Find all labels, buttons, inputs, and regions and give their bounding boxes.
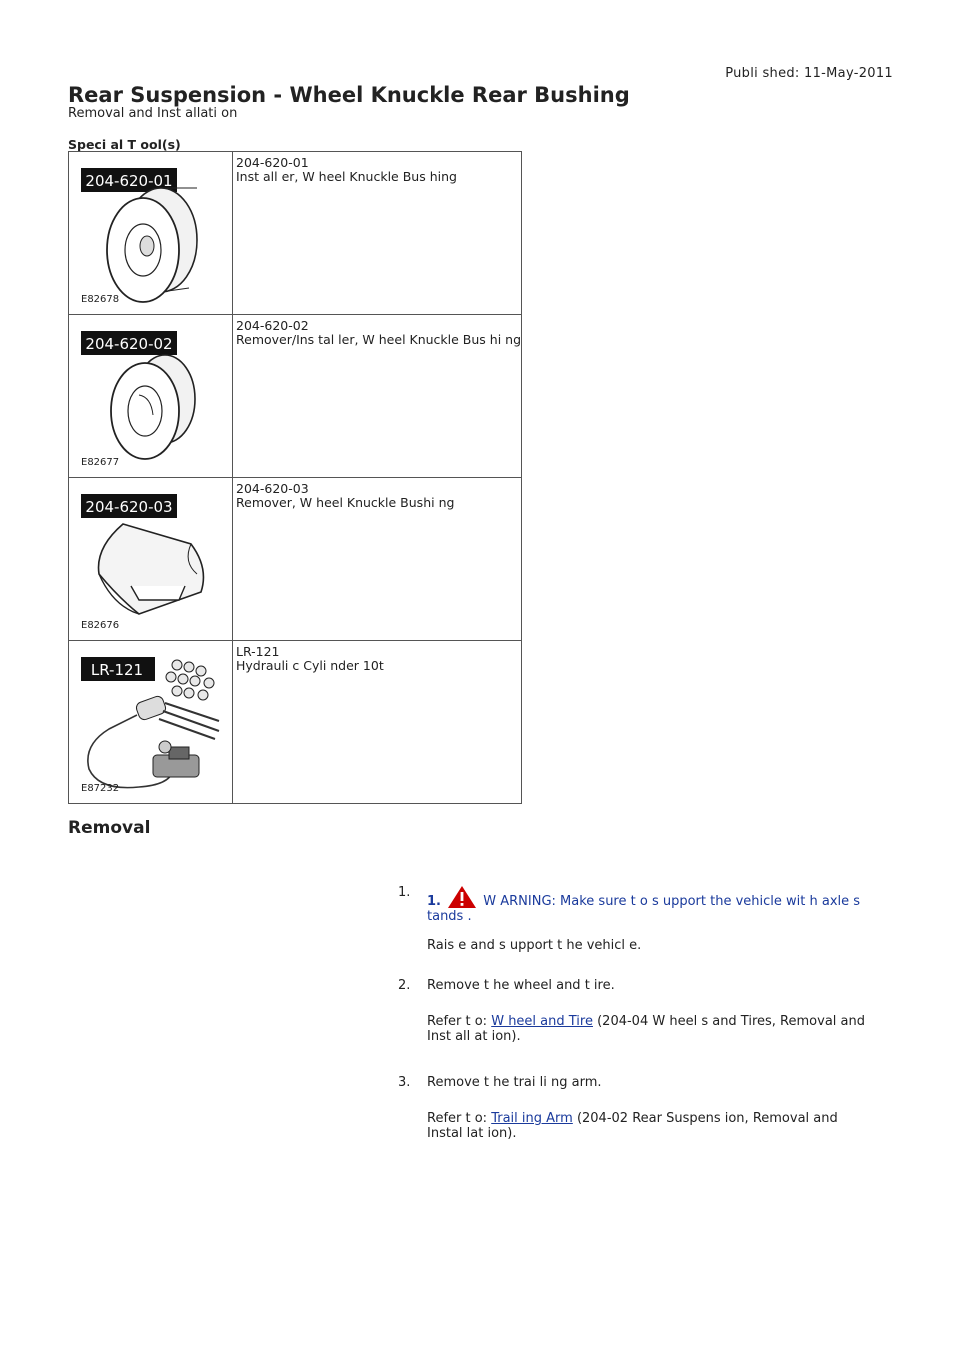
step-reference: [427, 1111, 867, 1141]
tool-name: Inst all er, W heel Knuckle Bus hing: [236, 169, 457, 184]
tool-row: [69, 152, 522, 315]
special-tools-heading: Speci al T ool(s): [68, 137, 181, 152]
tool-name: Remover, W heel Knuckle Bushi ng: [236, 495, 455, 510]
published-date: Publi shed: 11-May-2011: [725, 66, 893, 81]
tool-code: 204-620-03: [236, 481, 309, 496]
tool-description-cell: [233, 315, 522, 478]
tool-badge: LR-121: [90, 661, 144, 679]
remover-tool-illustration: [79, 488, 224, 633]
figure-id: E82678: [81, 294, 120, 305]
tool-image-cell: [69, 152, 233, 315]
tool-code: LR-121: [236, 644, 280, 659]
step-body: [427, 1075, 867, 1155]
figure-id: E82677: [81, 457, 120, 468]
tool-row: [69, 641, 522, 804]
tool-description-cell: [233, 152, 522, 315]
tool-name: Hydrauli c Cyli nder 10t: [236, 658, 384, 673]
refer-suffix: (204-02 Rear Suspens ion, Removal and Instal lat ion).: [427, 1111, 838, 1141]
refer-prefix: Refer t o:: [427, 1014, 492, 1029]
step-body: [427, 978, 867, 1058]
tool-code: 204-620-02: [236, 318, 309, 333]
tool-description-cell: [233, 641, 522, 804]
tool-image-cell: [69, 641, 233, 804]
tool-name: Remover/Ins tal ler, W heel Knuckle Bus hi ng: [236, 332, 522, 347]
tool-code: 204-620-01: [236, 155, 309, 170]
step-text: Rais e and s upport t he vehicl e.: [427, 938, 642, 953]
tool-row: [69, 315, 522, 478]
warning-number: 1.: [427, 894, 441, 909]
tool-badge: 204-620-03: [85, 498, 173, 516]
warning-triangle-icon: [447, 885, 477, 909]
wheel-and-tire-link[interactable]: W heel and Tire: [491, 1014, 593, 1029]
hydraulic-cylinder-illustration: [79, 651, 224, 796]
tool-row: [69, 478, 522, 641]
figure-id: E82676: [81, 620, 120, 631]
tool-badge: 204-620-01: [85, 172, 173, 190]
tool-badge: 204-620-02: [85, 335, 173, 353]
step-text: Remove t he wheel and t ire.: [427, 978, 615, 993]
remover-installer-tool-illustration: [79, 325, 224, 470]
refer-prefix: Refer t o:: [427, 1111, 492, 1126]
step-body: [427, 885, 867, 967]
warning-text: W ARNING: Make sure t o s upport the vehicle wit h axle s tands .: [427, 894, 861, 924]
step-number: 3.: [398, 1075, 411, 1090]
step-number: 1.: [398, 885, 411, 900]
page-title: Rear Suspension - Wheel Knuckle Rear Bushing: [68, 83, 630, 107]
trailing-arm-link[interactable]: Trail ing Arm: [491, 1111, 573, 1126]
tool-image-cell: [69, 478, 233, 641]
removal-heading: Removal: [68, 818, 151, 838]
step-number: 2.: [398, 978, 411, 993]
tool-description-cell: [233, 478, 522, 641]
refer-suffix: (204-04 W heel s and Tires, Removal and Inst all at ion).: [427, 1014, 865, 1044]
warning-note: [427, 885, 867, 924]
page-subtitle: Removal and Inst allati on: [68, 106, 238, 121]
step-reference: [427, 1014, 867, 1044]
special-tools-table: [68, 151, 522, 804]
figure-id: E87232: [81, 783, 120, 794]
step-text: Remove t he trai li ng arm.: [427, 1075, 602, 1090]
tool-image-cell: [69, 315, 233, 478]
installer-tool-illustration: [79, 162, 224, 307]
